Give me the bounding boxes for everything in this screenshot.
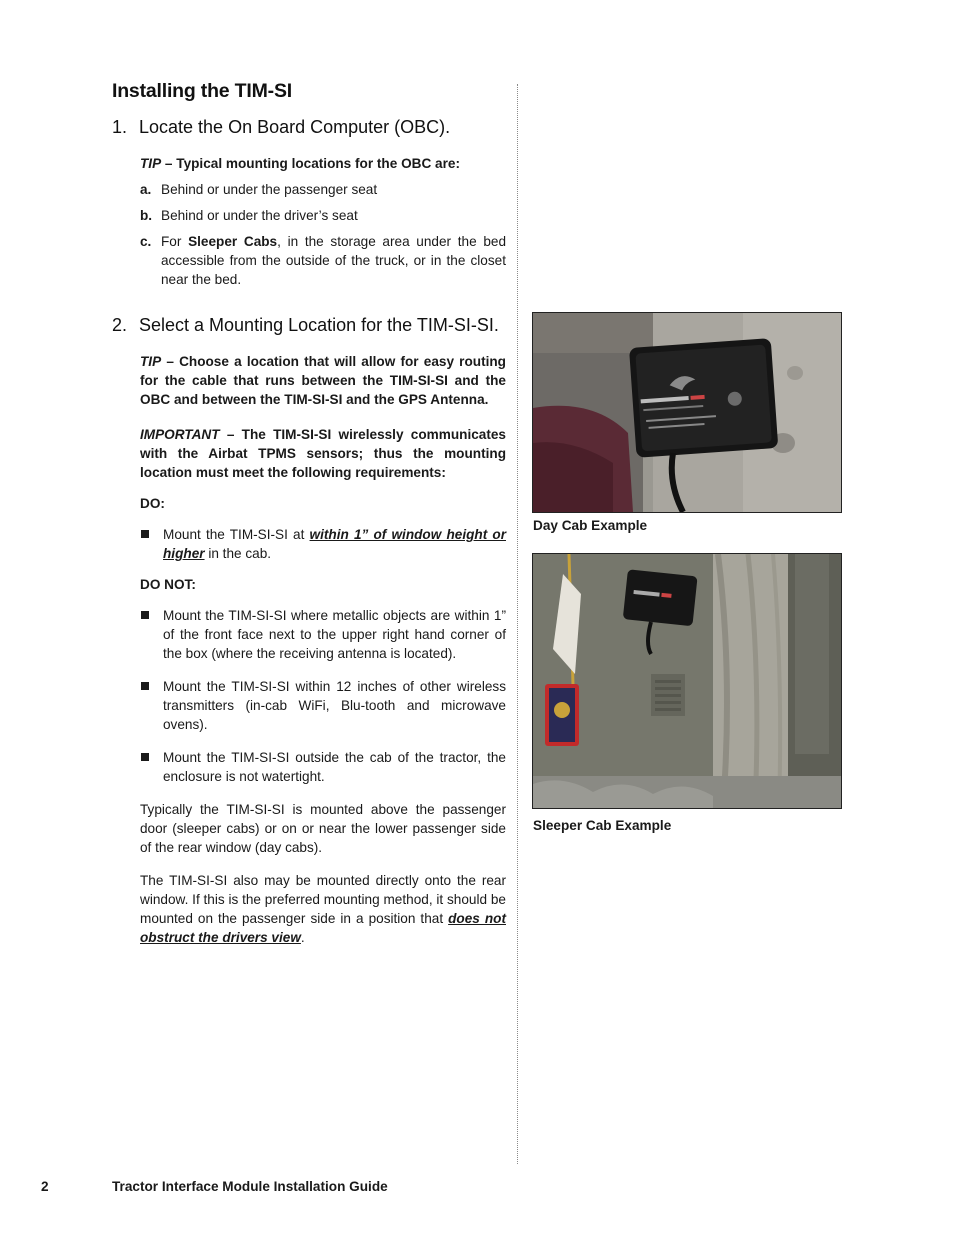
mounting-paragraph-2	[140, 871, 506, 947]
column-divider	[517, 84, 518, 1164]
list-item-label: b.	[140, 208, 153, 223]
left-column	[112, 80, 506, 947]
do-item	[140, 525, 506, 563]
step-2-heading	[112, 314, 506, 336]
tip-label: TIP	[140, 354, 162, 369]
step-1-title: Locate the On Board Computer (OBC).	[139, 117, 451, 137]
bullet-square-icon	[141, 682, 149, 690]
mounting-paragraph-1: Typically the TIM-SI-SI is mounted above the passenger door (sleeper cabs) or on or near the lower passenger side of the rear window (day cabs).	[140, 802, 506, 855]
bullet-square-icon	[141, 753, 149, 761]
list-item	[140, 232, 506, 289]
tip-text: – Typical mounting locations for the OBC are:	[161, 156, 460, 171]
paragraph-pre: The TIM-SI-SI also may be mounted directly onto the rear window. If this is the preferred mounting method, it should be mounted on the passenger side in a position that	[140, 873, 506, 926]
bullet-square-icon	[141, 530, 149, 538]
step-1-body	[140, 154, 506, 289]
list-item-bold: Sleeper Cabs	[188, 234, 278, 249]
important-note	[140, 425, 506, 482]
page-number: 2	[41, 1179, 49, 1194]
step-1-tip	[140, 154, 506, 173]
do-not-heading: DO NOT:	[140, 577, 196, 592]
step-2-title: Select a Mounting Location for the TIM-SI-SI.	[139, 315, 499, 335]
day-cab-illustration	[533, 313, 841, 512]
list-item-text: Behind or under the passenger seat	[161, 182, 378, 197]
do-item-pre: Mount the TIM-SI-SI at	[163, 527, 310, 542]
step-1-number: 1.	[112, 117, 128, 137]
paragraph-emphasis: does not obstruct the drivers view	[140, 911, 506, 945]
step-2-body	[140, 352, 506, 947]
sleeper-cab-caption: Sleeper Cab Example	[533, 818, 672, 833]
bullet-square-icon	[141, 611, 149, 619]
do-not-item	[140, 606, 506, 663]
do-not-item	[140, 677, 506, 734]
list-item	[140, 180, 506, 199]
list-item-text: Behind or under the driver’s seat	[161, 208, 358, 223]
list-item-text	[161, 232, 506, 289]
day-cab-photo	[532, 312, 842, 513]
do-item-emphasis: within 1” of window height or higher	[163, 527, 506, 561]
list-item-post: , in the storage area under the bed accessible from the outside of the truck, or in the closet near the bed.	[161, 234, 507, 287]
list-item-label: c.	[140, 234, 152, 249]
page-title: Installing the TIM-SI	[112, 80, 292, 102]
list-item-label: a.	[140, 182, 152, 197]
do-item-post: in the cab.	[204, 546, 272, 561]
step-1-heading	[112, 116, 506, 138]
do-not-item-text: Mount the TIM-SI-SI where metallic objects are within 1” of the front face next to the upper right hand corner of the box (where the receiving antenna is located).	[163, 608, 506, 661]
important-text: – The TIM-SI-SI wirelessly communicates with the Airbat TPMS sensors; thus the mounting location must meet the following requirements:	[140, 427, 506, 480]
step-2-tip	[140, 352, 506, 409]
list-item	[140, 206, 506, 225]
tip-label: TIP	[140, 156, 162, 171]
do-heading: DO:	[140, 496, 165, 511]
sleeper-cab-illustration	[533, 554, 841, 808]
important-label: IMPORTANT	[140, 427, 220, 442]
do-not-item	[140, 748, 506, 786]
list-item-pre: For	[161, 234, 189, 249]
tip-text: – Choose a location that will allow for easy routing for the cable that runs between the TIM-SI-SI and the OBC and between the TIM-SI-SI and the GPS Antenna.	[140, 354, 506, 407]
step-2-number: 2.	[112, 315, 128, 335]
do-item-text	[163, 525, 506, 563]
do-not-item-text: Mount the TIM-SI-SI outside the cab of the tractor, the enclosure is not watertight.	[163, 750, 506, 784]
day-cab-caption: Day Cab Example	[533, 518, 648, 533]
footer-title: Tractor Interface Module Installation Guide	[112, 1179, 388, 1194]
paragraph-post: .	[300, 930, 305, 945]
do-not-item-text: Mount the TIM-SI-SI within 12 inches of other wireless transmitters (in-cab WiFi, Blu-tooth and microwave ovens).	[163, 679, 506, 732]
sleeper-cab-photo	[532, 553, 842, 809]
